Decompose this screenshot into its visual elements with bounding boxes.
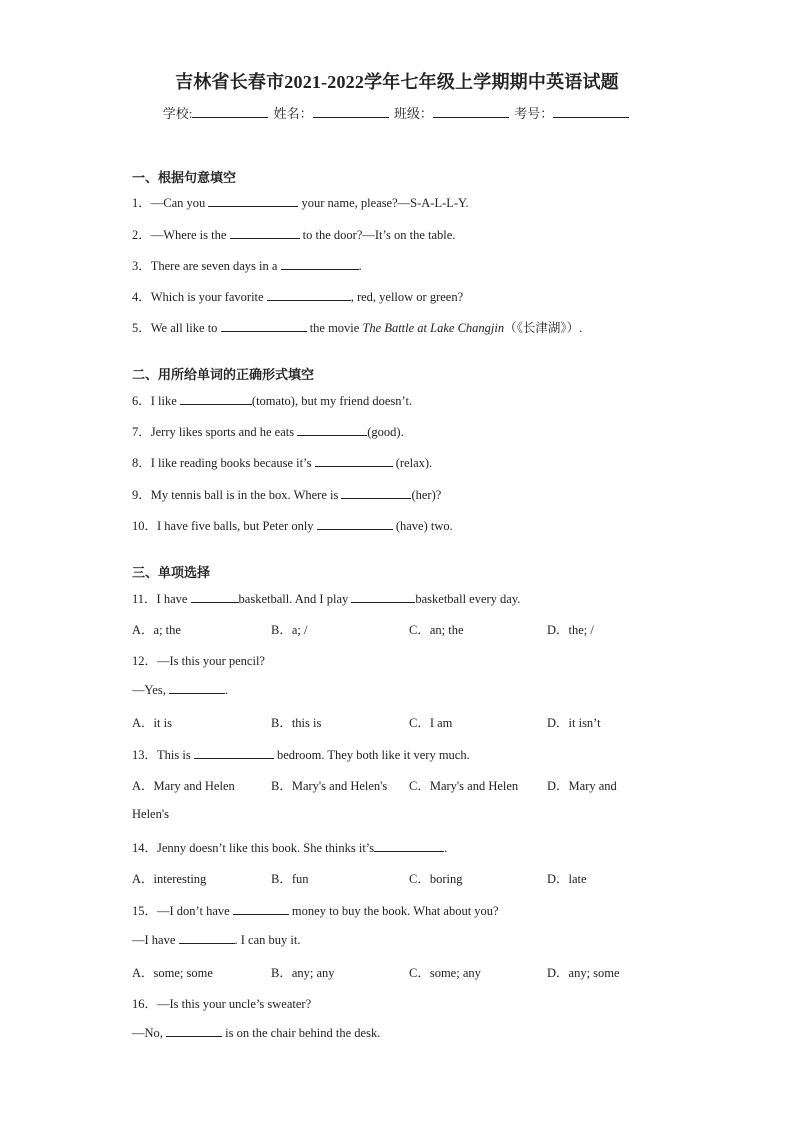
question-11 <box>132 589 520 607</box>
q12-option-b[interactable]: B．this is <box>271 716 322 730</box>
q8-text-a: 8．I like reading books because it’s <box>132 456 315 470</box>
q15-blank-1[interactable] <box>233 903 289 915</box>
q1-blank[interactable] <box>208 195 298 207</box>
number-label: 考号： <box>514 106 554 121</box>
question-6 <box>132 391 412 409</box>
q8-blank[interactable] <box>315 455 393 467</box>
q5-text-b: the movie <box>306 321 363 335</box>
q10-text-a: 10．I have five balls, but Peter only <box>132 519 317 533</box>
q5-text-a: 5．We all like to <box>132 321 221 335</box>
q15-text-a: 15．—I don’t have <box>132 904 233 918</box>
q13-option-d-wrap[interactable]: Helen's <box>132 807 169 821</box>
student-info-line <box>0 103 794 122</box>
q16-blank[interactable] <box>166 1025 222 1037</box>
number-blank[interactable] <box>553 105 629 118</box>
q10-text-b: (have) two. <box>392 519 453 533</box>
q12-option-d[interactable]: D．it isn’t <box>547 716 601 730</box>
school-label: 学校: <box>162 106 193 121</box>
question-15-response <box>132 932 300 948</box>
q14-blank[interactable] <box>374 840 444 852</box>
question-10 <box>132 516 453 534</box>
q6-text-b: (tomato), but my friend doesn’t. <box>251 394 413 408</box>
question-5 <box>132 318 582 336</box>
q14-text-a: 14．Jenny doesn’t like this book. She thinks it’s <box>132 841 375 855</box>
exam-title: 吉林省长春市2021-2022学年七年级上学期期中英语试题 <box>175 72 619 92</box>
q13-option-a[interactable]: A．Mary and Helen <box>132 779 235 793</box>
section-1-heading: 一、根据句意填空 <box>132 170 237 185</box>
q16-text-b: —No, <box>132 1026 167 1040</box>
q15-text-c: —I have <box>132 933 179 947</box>
q7-blank[interactable] <box>297 424 367 436</box>
name-blank[interactable] <box>313 105 389 118</box>
school-blank[interactable] <box>192 105 268 118</box>
q7-text-a: 7．Jerry likes sports and he eats <box>132 425 298 439</box>
question-12: 12．—Is this your pencil? <box>132 654 265 668</box>
q10-blank[interactable] <box>317 518 393 530</box>
section-3-heading: 三、单项选择 <box>132 565 211 580</box>
section-2-heading: 二、用所给单词的正确形式填空 <box>132 367 315 382</box>
q15-text-b: money to buy the book. What about you? <box>288 904 499 918</box>
question-16-response <box>132 1025 380 1041</box>
q11-option-c[interactable]: C．an; the <box>409 623 464 637</box>
q13-option-d[interactable]: D．Mary and <box>547 779 617 793</box>
q4-text-b: , red, yellow or green? <box>350 290 464 304</box>
question-15 <box>132 901 499 919</box>
name-label: 姓名： <box>273 106 313 121</box>
q15-option-a[interactable]: A．some; some <box>132 966 213 980</box>
question-13 <box>132 745 470 763</box>
q2-blank[interactable] <box>230 227 300 239</box>
q6-text-a: 6．I like <box>132 394 180 408</box>
question-1 <box>132 193 469 211</box>
q7-text-b: (good). <box>367 425 404 439</box>
q2-text-b: to the door?—It’s on the table. <box>299 228 456 242</box>
question-8 <box>132 453 432 471</box>
q1-text-a: 1．—Can you <box>132 196 209 210</box>
q14-option-a[interactable]: A．interesting <box>132 872 207 886</box>
q13-text-b: bedroom. They both like it very much. <box>273 748 470 762</box>
q11-text-c: basketball every day. <box>415 592 521 606</box>
question-16: 16．—Is this your uncle’s sweater? <box>132 997 312 1011</box>
q12-text-b: —Yes, <box>132 683 169 697</box>
q2-text-a: 2．—Where is the <box>132 228 230 242</box>
question-4 <box>132 287 463 305</box>
q15-text-d: . I can buy it. <box>234 933 301 947</box>
q9-text-b: (her)? <box>411 488 442 502</box>
q12-option-a[interactable]: A．it is <box>132 716 172 730</box>
q11-blank-1[interactable] <box>191 591 239 603</box>
q11-option-b[interactable]: B．a; / <box>271 623 308 637</box>
q15-blank-2[interactable] <box>179 932 235 944</box>
q5-movie-title: The Battle at Lake Changjin <box>362 321 505 335</box>
q8-text-b: (relax). <box>392 456 433 470</box>
question-7 <box>132 422 404 440</box>
question-14 <box>132 838 447 856</box>
q16-text-c: is on the chair behind the desk. <box>222 1026 381 1040</box>
q5-blank[interactable] <box>221 320 307 332</box>
q5-text-c: （《长津湖》）. <box>504 321 583 335</box>
q9-blank[interactable] <box>341 487 411 499</box>
q12-option-c[interactable]: C．I am <box>409 716 453 730</box>
q13-blank[interactable] <box>194 747 274 759</box>
q3-text-b: . <box>358 259 362 273</box>
class-blank[interactable] <box>433 105 509 118</box>
question-2 <box>132 225 455 243</box>
q11-text-a: 11．I have <box>132 592 191 606</box>
q14-option-b[interactable]: B．fun <box>271 872 309 886</box>
q14-option-d[interactable]: D．late <box>547 872 587 886</box>
q6-blank[interactable] <box>180 393 252 405</box>
q11-text-b: basketball. And I play <box>238 592 352 606</box>
q4-blank[interactable] <box>267 289 351 301</box>
q14-text-b: . <box>444 841 448 855</box>
q11-blank-2[interactable] <box>351 591 415 603</box>
q9-text-a: 9．My tennis ball is in the box. Where is <box>132 488 342 502</box>
q1-text-b: your name, please?—S-A-L-L-Y. <box>298 196 469 210</box>
q15-option-b[interactable]: B．any; any <box>271 966 335 980</box>
q12-blank[interactable] <box>169 682 225 694</box>
q15-option-d[interactable]: D．any; some <box>547 966 620 980</box>
q11-option-a[interactable]: A．a; the <box>132 623 181 637</box>
q13-option-b[interactable]: B．Mary's and Helen's <box>271 779 388 793</box>
question-3 <box>132 256 362 274</box>
q4-text-a: 4．Which is your favorite <box>132 290 267 304</box>
q13-option-c[interactable]: C．Mary's and Helen <box>409 779 519 793</box>
q3-text-a: 3．There are seven days in a <box>132 259 281 273</box>
class-label: 班级： <box>393 106 433 121</box>
question-9 <box>132 485 441 503</box>
q13-text-a: 13．This is <box>132 748 194 762</box>
q11-option-d[interactable]: D．the; / <box>547 623 594 637</box>
question-12-response <box>132 682 228 698</box>
q14-option-c[interactable]: C．boring <box>409 872 463 886</box>
q15-option-c[interactable]: C．some; any <box>409 966 481 980</box>
q12-text-c: . <box>224 683 229 697</box>
q3-blank[interactable] <box>281 258 359 270</box>
